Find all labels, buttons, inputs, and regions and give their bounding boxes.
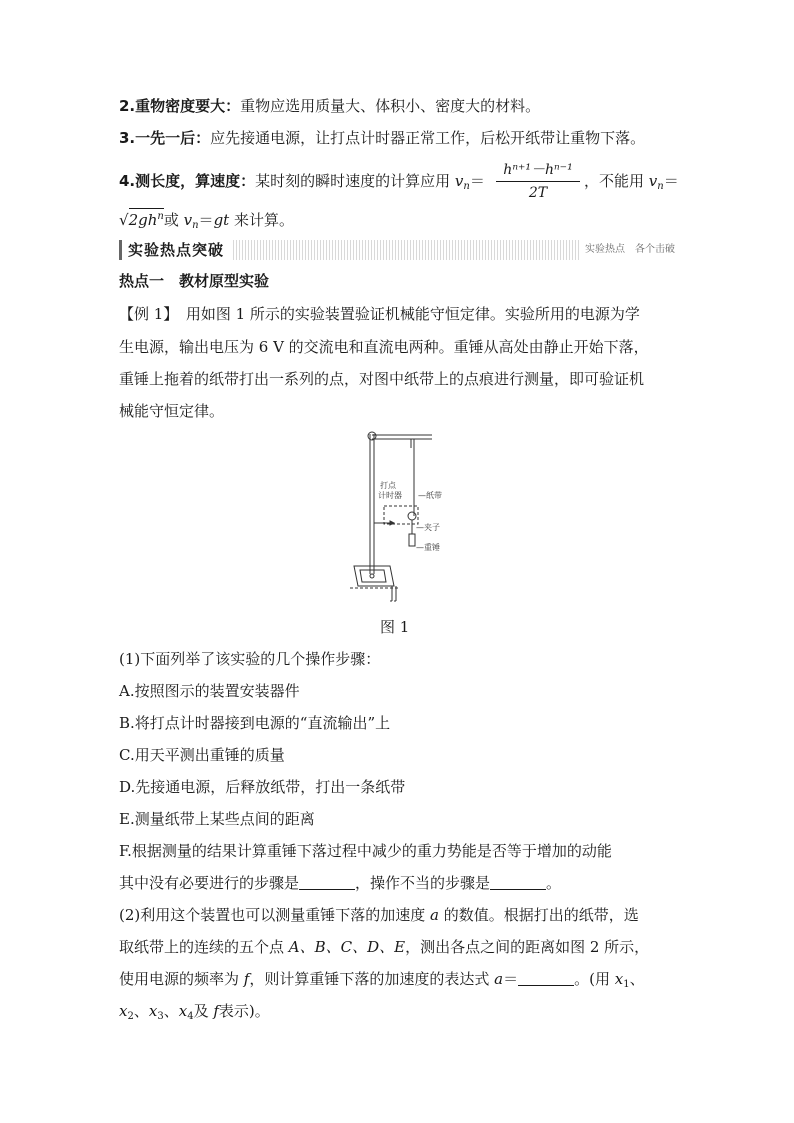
q2-equals: ＝ xyxy=(503,970,519,988)
q1-step-a: A.按照图示的装置安装器件 xyxy=(119,682,300,700)
figure-caption: 图 1 xyxy=(380,618,410,636)
example-tag: 【例 1】 xyxy=(119,305,171,323)
velocity-subscript-3: n xyxy=(192,220,199,231)
label-tape: —纸带 xyxy=(418,491,442,500)
q1-step-c: C.用天平测出重锤的质量 xyxy=(119,746,285,764)
q2-line-1 xyxy=(119,904,639,926)
equals-sign: ＝ xyxy=(469,172,485,190)
q2-x3: x xyxy=(148,1002,158,1020)
q2-x3-sub: 3 xyxy=(157,1011,164,1022)
q1-step-e: E.测量纸带上某些点间的距离 xyxy=(119,810,315,828)
item-4-label: 4.测长度，算速度： xyxy=(119,172,256,190)
equals-sign-3: ＝ xyxy=(198,211,214,229)
answer-blank-2[interactable] xyxy=(490,875,546,890)
q2-x2-sub: 2 xyxy=(127,1011,134,1022)
fraction-numerator: hⁿ⁺¹－hⁿ⁻¹ xyxy=(503,162,573,178)
q2-x4-sub: 4 xyxy=(187,1011,194,1022)
q2-text-2b: ，测出各点之间的距离如图 2 所示， xyxy=(405,938,650,956)
item-2-label: 2.重物密度要大： xyxy=(119,97,241,115)
item-4-text4: 来计算。 xyxy=(229,211,294,229)
apparatus-diagram xyxy=(350,426,450,606)
example-line-3: 重锤上拖着的纸带打出一系列的点，对图中纸带上的点痕进行测量，即可验证机 xyxy=(119,370,645,388)
q2-text-3a: 使用电源的频率为 xyxy=(119,970,244,988)
q2-symbol-a: a xyxy=(430,906,439,924)
example-line-4: 械能守恒定律。 xyxy=(119,402,225,420)
q1-ask-text-b: ，操作不当的步骤是 xyxy=(355,874,491,892)
q2-and: 及 xyxy=(193,1002,214,1020)
q1-step-f: F.根据测量的结果计算重锤下落过程中减少的重力势能是否等于增加的动能 xyxy=(119,842,612,860)
label-weight: —重锤 xyxy=(416,543,440,552)
example-line-1 xyxy=(119,303,640,325)
q2-symbol-a-2: a xyxy=(494,970,504,988)
velocity-fraction xyxy=(496,160,580,203)
fraction-denominator: 2T xyxy=(528,185,548,201)
q2-text-1b: 的数值。根据打出的纸带，选 xyxy=(438,906,639,924)
q2-sep-1: 、 xyxy=(629,970,645,988)
item-4-text1: 某时刻的瞬时速度的计算应用 xyxy=(255,172,455,190)
q2-points: A、B、C、D、E xyxy=(288,938,406,956)
label-timer-2: 计时器 xyxy=(378,491,402,500)
item-3 xyxy=(119,127,645,149)
item-2 xyxy=(119,95,540,117)
sqrt-expression xyxy=(119,208,164,231)
sqrt-content: 2gh xyxy=(128,211,158,229)
q2-text-2a: 取纸带上的连续的五个点 xyxy=(119,938,289,956)
item-4-text3: 或 xyxy=(163,211,184,229)
q2-x1: x xyxy=(614,970,624,988)
label-timer-1: 打点 xyxy=(380,481,396,490)
q1-step-d: D.先接通电源，后释放纸带，打出一条纸带 xyxy=(119,778,406,796)
q2-x4: x xyxy=(178,1002,188,1020)
item-4-line-2 xyxy=(119,208,294,237)
velocity-symbol-2: v xyxy=(648,172,658,190)
q1-ask-text-c: 。 xyxy=(546,874,562,892)
velocity-subscript: n xyxy=(463,181,470,192)
section-banner xyxy=(119,240,677,260)
q2-symbol-f: f xyxy=(243,970,250,988)
q2-line-4 xyxy=(119,1000,270,1028)
q1-ask-text-a: 其中没有必要进行的步骤是 xyxy=(119,874,300,892)
q1-intro: (1)下面列举了该实验的几个操作步骤： xyxy=(119,650,381,668)
q2-text-1: (2)利用这个装置也可以测量重锤下落的加速度 xyxy=(119,906,431,924)
velocity-symbol-3: v xyxy=(183,211,193,229)
section-title: 实验热点突破 xyxy=(119,240,232,260)
equals-sign-2: ＝ xyxy=(663,172,679,190)
apparatus-figure xyxy=(350,426,450,606)
q2-f: f xyxy=(213,1002,219,1020)
example-line-2: 生电源，输出电压为 6 V 的交流电和直流电两种。重锤从高处由静止开始下落， xyxy=(119,338,649,356)
item-4-line-1-tail xyxy=(584,170,679,198)
item-3-label: 3.一先一后： xyxy=(119,129,211,147)
velocity-subscript-2: n xyxy=(657,181,664,192)
q2-line-2 xyxy=(119,936,649,958)
fraction-bar xyxy=(496,181,580,182)
item-2-text: 重物应选用质量大、体积小、密度大的材料。 xyxy=(240,97,541,115)
label-clip: —夹子 xyxy=(416,523,440,532)
q2-x2: x xyxy=(119,1002,128,1020)
hotspot-heading: 热点一 教材原型实验 xyxy=(119,272,270,290)
q2-text-3d: 。(用 xyxy=(574,970,615,988)
velocity-symbol: v xyxy=(454,172,464,190)
item-4-text2: ，不能用 xyxy=(584,172,649,190)
q2-sep-3: 、 xyxy=(163,1002,179,1020)
answer-blank-3[interactable] xyxy=(518,971,574,986)
section-subtitle: 实验热点 各个击破 xyxy=(579,240,677,260)
q2-text-3b: ，则计算重锤下落的加速度的表达式 xyxy=(249,970,495,988)
q1-step-b: B.将打点计时器接到电源的“直流输出”上 xyxy=(119,714,391,732)
q2-end: 表示)。 xyxy=(218,1002,270,1020)
answer-blank-1[interactable] xyxy=(299,875,355,890)
sqrt-superscript: n xyxy=(157,211,164,222)
q1-ask xyxy=(119,872,561,894)
item-3-text: 应先接通电源，让打点计时器正常工作，后松开纸带让重物下落。 xyxy=(210,129,646,147)
gt-expression: gt xyxy=(213,211,230,229)
q2-x1-sub: 1 xyxy=(623,979,630,990)
sqrt-icon: √ xyxy=(119,211,129,229)
q2-line-3 xyxy=(119,968,645,996)
example-text-1: 用如图 1 所示的实验装置验证机械能守恒定律。实验所用的电源为学 xyxy=(170,305,640,323)
item-4-line-1 xyxy=(119,170,485,198)
q2-sep-2: 、 xyxy=(133,1002,149,1020)
